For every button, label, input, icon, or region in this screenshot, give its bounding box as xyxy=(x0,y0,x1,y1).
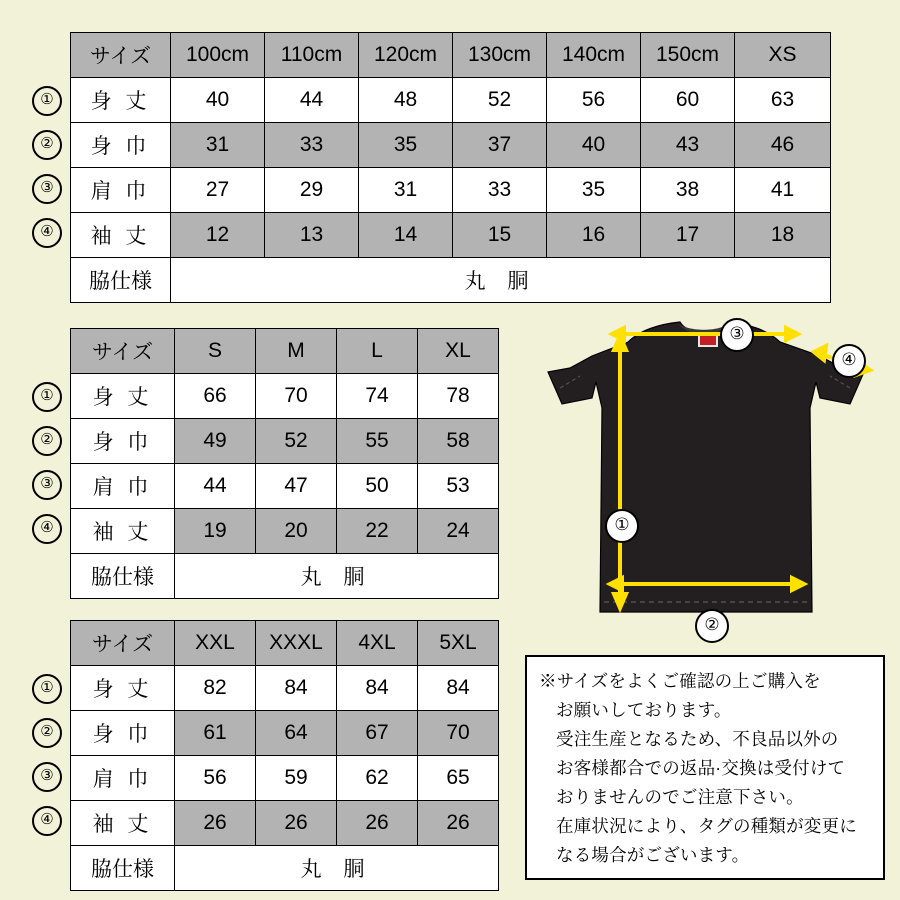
row-label: 身 丈 xyxy=(71,78,171,123)
cell: 84 xyxy=(256,666,337,711)
cell: 26 xyxy=(256,801,337,846)
shirt-body-shape xyxy=(548,322,864,612)
size-table-adult xyxy=(70,328,499,599)
table-header-row xyxy=(71,329,499,374)
cell: 24 xyxy=(418,509,499,554)
cell: 78 xyxy=(418,374,499,419)
cell: 17 xyxy=(641,213,735,258)
row-marker-body-width: ② xyxy=(32,426,62,456)
cell: 44 xyxy=(175,464,256,509)
row-marker-sleeve-length: ④ xyxy=(32,218,62,248)
purchase-note-box xyxy=(525,655,885,880)
row-marker-body-length: ① xyxy=(32,674,62,704)
cell: 19 xyxy=(175,509,256,554)
header-cell-140cm: 140cm xyxy=(547,33,641,78)
footer-value: 丸 胴 xyxy=(171,258,831,303)
row-marker-sleeve-length: ④ xyxy=(32,806,62,836)
cell: 55 xyxy=(337,419,418,464)
cell: 26 xyxy=(337,801,418,846)
cell: 60 xyxy=(641,78,735,123)
footer-value: 丸 胴 xyxy=(175,846,499,891)
header-cell-xxl: XXL xyxy=(175,621,256,666)
note-line: お客様都合での返品·交換は受付けて xyxy=(556,758,846,778)
cell: 82 xyxy=(175,666,256,711)
header-cell-xxxl: XXXL xyxy=(256,621,337,666)
row-marker-body-width: ② xyxy=(32,718,62,748)
row-label: 袖 丈 xyxy=(71,213,171,258)
cell: 52 xyxy=(256,419,337,464)
table-row xyxy=(71,213,831,258)
cell: 26 xyxy=(418,801,499,846)
cell: 61 xyxy=(175,711,256,756)
cell: 74 xyxy=(337,374,418,419)
cell: 65 xyxy=(418,756,499,801)
cell: 13 xyxy=(265,213,359,258)
row-label: 身 巾 xyxy=(71,123,171,168)
cell: 70 xyxy=(418,711,499,756)
note-line: 在庫状況により、タグの種類が変更に xyxy=(556,816,857,836)
cell: 46 xyxy=(735,123,831,168)
row-marker-shoulder-width: ③ xyxy=(32,470,62,500)
size-table-kids xyxy=(70,32,831,303)
header-cell-130cm: 130cm xyxy=(453,33,547,78)
table-row xyxy=(71,801,499,846)
footer-value: 丸 胴 xyxy=(175,554,499,599)
cell: 84 xyxy=(337,666,418,711)
cell: 66 xyxy=(175,374,256,419)
note-line: ※サイズをよくご確認の上ご購入を xyxy=(539,671,821,691)
row-label: 肩 巾 xyxy=(71,464,175,509)
cell: 58 xyxy=(418,419,499,464)
cell: 52 xyxy=(453,78,547,123)
table-row xyxy=(71,464,499,509)
tshirt-diagram xyxy=(520,312,890,642)
note-line: なる場合がございます。 xyxy=(556,845,750,865)
cell: 84 xyxy=(418,666,499,711)
cell: 43 xyxy=(641,123,735,168)
cell: 56 xyxy=(175,756,256,801)
cell: 20 xyxy=(256,509,337,554)
cell: 67 xyxy=(337,711,418,756)
header-cell-l: L xyxy=(337,329,418,374)
cell: 15 xyxy=(453,213,547,258)
header-cell-s: S xyxy=(175,329,256,374)
row-marker-sleeve-length: ④ xyxy=(32,514,62,544)
cell: 33 xyxy=(453,168,547,213)
size-table-adult-block xyxy=(40,328,499,599)
size-table-kids-block xyxy=(40,32,831,303)
header-cell-xs: XS xyxy=(735,33,831,78)
cell: 41 xyxy=(735,168,831,213)
cell: 40 xyxy=(547,123,641,168)
size-table-bigsize xyxy=(70,620,499,891)
note-line: 受注生産となるため、不良品以外の xyxy=(556,729,839,749)
row-marker-shoulder-width: ③ xyxy=(32,762,62,792)
cell: 59 xyxy=(256,756,337,801)
header-cell-size: サイズ xyxy=(71,329,175,374)
header-cell-m: M xyxy=(256,329,337,374)
cell: 14 xyxy=(359,213,453,258)
cell: 56 xyxy=(547,78,641,123)
row-label: 身 丈 xyxy=(71,374,175,419)
row-label: 身 巾 xyxy=(71,711,175,756)
brand-tag-red xyxy=(700,336,716,345)
diagram-marker-shoulder-width: ③ xyxy=(720,318,754,352)
row-label: 袖 丈 xyxy=(71,801,175,846)
table-row xyxy=(71,711,499,756)
cell: 26 xyxy=(175,801,256,846)
row-marker-body-width: ② xyxy=(32,130,62,160)
footer-label: 脇仕様 xyxy=(71,846,175,891)
row-label: 身 巾 xyxy=(71,419,175,464)
cell: 18 xyxy=(735,213,831,258)
table-row xyxy=(71,374,499,419)
diagram-marker-body-width: ② xyxy=(695,609,729,643)
cell: 62 xyxy=(337,756,418,801)
cell: 35 xyxy=(547,168,641,213)
table-row xyxy=(71,666,499,711)
cell: 64 xyxy=(256,711,337,756)
table-row xyxy=(71,78,831,123)
cell: 35 xyxy=(359,123,453,168)
cell: 31 xyxy=(359,168,453,213)
row-label: 袖 丈 xyxy=(71,509,175,554)
cell: 33 xyxy=(265,123,359,168)
cell: 16 xyxy=(547,213,641,258)
footer-label: 脇仕様 xyxy=(71,554,175,599)
cell: 53 xyxy=(418,464,499,509)
table-row xyxy=(71,419,499,464)
cell: 70 xyxy=(256,374,337,419)
header-cell-5xl: 5XL xyxy=(418,621,499,666)
table-footer-row xyxy=(71,554,499,599)
cell: 48 xyxy=(359,78,453,123)
cell: 49 xyxy=(175,419,256,464)
header-cell-100cm: 100cm xyxy=(171,33,265,78)
row-label: 身 丈 xyxy=(71,666,175,711)
cell: 38 xyxy=(641,168,735,213)
table-footer-row xyxy=(71,846,499,891)
cell: 47 xyxy=(256,464,337,509)
cell: 27 xyxy=(171,168,265,213)
cell: 44 xyxy=(265,78,359,123)
cell: 12 xyxy=(171,213,265,258)
row-marker-shoulder-width: ③ xyxy=(32,174,62,204)
size-table-bigsize-block xyxy=(40,620,499,891)
table-header-row xyxy=(71,33,831,78)
header-cell-4xl: 4XL xyxy=(337,621,418,666)
cell: 29 xyxy=(265,168,359,213)
cell: 22 xyxy=(337,509,418,554)
table-row xyxy=(71,168,831,213)
diagram-marker-body-length: ① xyxy=(605,509,639,543)
header-cell-120cm: 120cm xyxy=(359,33,453,78)
table-footer-row xyxy=(71,258,831,303)
cell: 37 xyxy=(453,123,547,168)
header-cell-size: サイズ xyxy=(71,33,171,78)
row-marker-body-length: ① xyxy=(32,382,62,412)
note-line: おりませんのでご注意下さい。 xyxy=(556,787,804,807)
row-marker-body-length: ① xyxy=(32,86,62,116)
cell: 31 xyxy=(171,123,265,168)
diagram-marker-sleeve-length: ④ xyxy=(832,344,866,378)
row-label: 肩 巾 xyxy=(71,756,175,801)
header-cell-110cm: 110cm xyxy=(265,33,359,78)
cell: 63 xyxy=(735,78,831,123)
table-header-row xyxy=(71,621,499,666)
table-row xyxy=(71,756,499,801)
row-label: 肩 巾 xyxy=(71,168,171,213)
header-cell-size: サイズ xyxy=(71,621,175,666)
cell: 40 xyxy=(171,78,265,123)
footer-label: 脇仕様 xyxy=(71,258,171,303)
header-cell-xl: XL xyxy=(418,329,499,374)
table-row xyxy=(71,509,499,554)
header-cell-150cm: 150cm xyxy=(641,33,735,78)
cell: 50 xyxy=(337,464,418,509)
table-row xyxy=(71,123,831,168)
note-line: お願いしております。 xyxy=(556,700,732,720)
